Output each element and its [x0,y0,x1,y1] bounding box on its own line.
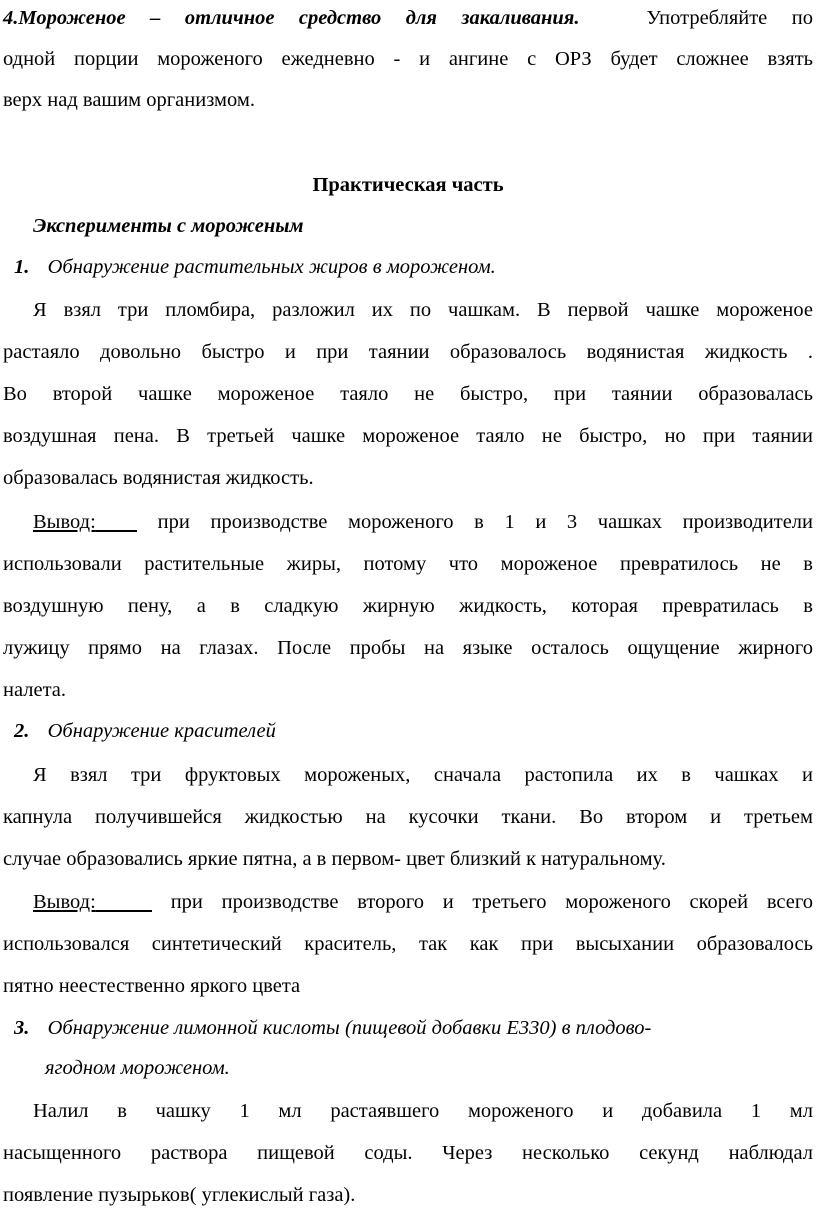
exp2-conclusion-text: при производстве второго и третьего мороженого скорей всего [170,891,814,913]
exp3-title [14,1014,651,1042]
exp1-line: Я взял три пломбира, разложил их по чашкам. В первой чашке мороженое [33,299,813,321]
intro-line-3: верх над вашим организмом. [3,89,255,111]
exp2-title [14,717,276,745]
exp2-number: 2. [14,720,30,742]
exp2-line: случае образовались яркие пятна, а в первом- цвет близкий к натуральному. [3,848,666,870]
exp1-line: растаяло довольно быстро и при таянии образовалось водянистая жидкость . [3,341,813,363]
exp2-conclusion-label: Вывод: [33,891,96,913]
intro-line-2: одной порции мороженого ежедневно - и ангине с ОРЗ будет сложнее взять [3,48,813,70]
exp2-title-text: Обнаружение красителей [47,720,276,742]
intro-lead: 4.Мороженое – отличное средство для закаливания. [3,7,580,29]
exp2-conclusion [33,888,813,916]
exp1-conclusion [33,508,813,536]
section-subheading: Эксперименты с мороженым [33,215,304,237]
intro-line-1 [3,4,813,32]
exp3-line: насыщенного раствора пищевой соды. Через несколько секунд наблюдал [3,1142,813,1164]
exp1-conclusion-label: Вывод: [33,511,96,533]
exp1-line: Во второй чашке мороженое таяло не быстро, при таянии образовалась [3,383,813,405]
exp1-number: 1. [14,256,30,278]
exp1-line: воздушная пена. В третьей чашке мороженое таяло не быстро, но при таянии [3,425,813,447]
exp3-line: появление пузырьков( углекислый газа). [3,1184,356,1206]
exp3-title-line-2: ягодном мороженом. [45,1057,230,1079]
exp3-number: 3. [14,1017,30,1039]
exp2-conclusion-line: пятно неестественно яркого цвета [3,975,301,997]
exp1-line: образовалась водянистая жидкость. [3,467,314,489]
exp1-conclusion-line: лужицу прямо на глазах. После пробы на языке осталось ощущение жирного [3,637,813,659]
intro-line-1-rest: Употребляйте по [646,7,813,29]
exp1-title-text: Обнаружение растительных жиров в мороженом. [47,256,496,278]
exp3-line: Налил в чашку 1 мл растаявшего мороженого и добавила 1 мл [33,1100,813,1122]
exp1-conclusion-line: использовали растительные жиры, потому что мороженое превратилось не в [3,553,813,575]
section-heading: Практическая часть [312,174,504,196]
exp2-conclusion-line: использовался синтетический краситель, так как при высыхании образовалось [3,933,813,955]
exp2-line: Я взял три фруктовых мороженых, сначала растопила их в чашках и [33,764,813,786]
exp1-title [14,253,496,281]
exp1-conclusion-line: налета. [3,679,67,701]
exp3-title-text: Обнаружение лимонной кислоты (пищевой добавки Е330) в плодово- [47,1017,652,1039]
exp1-conclusion-line: воздушную пену, а в сладкую жирную жидкость, которая превратилась в [3,595,813,617]
exp2-line: капнула получившейся жидкостью на кусочки ткани. Во втором и третьем [3,806,813,828]
exp1-conclusion-text: при производстве мороженого в 1 и 3 чашках производители [157,511,814,533]
